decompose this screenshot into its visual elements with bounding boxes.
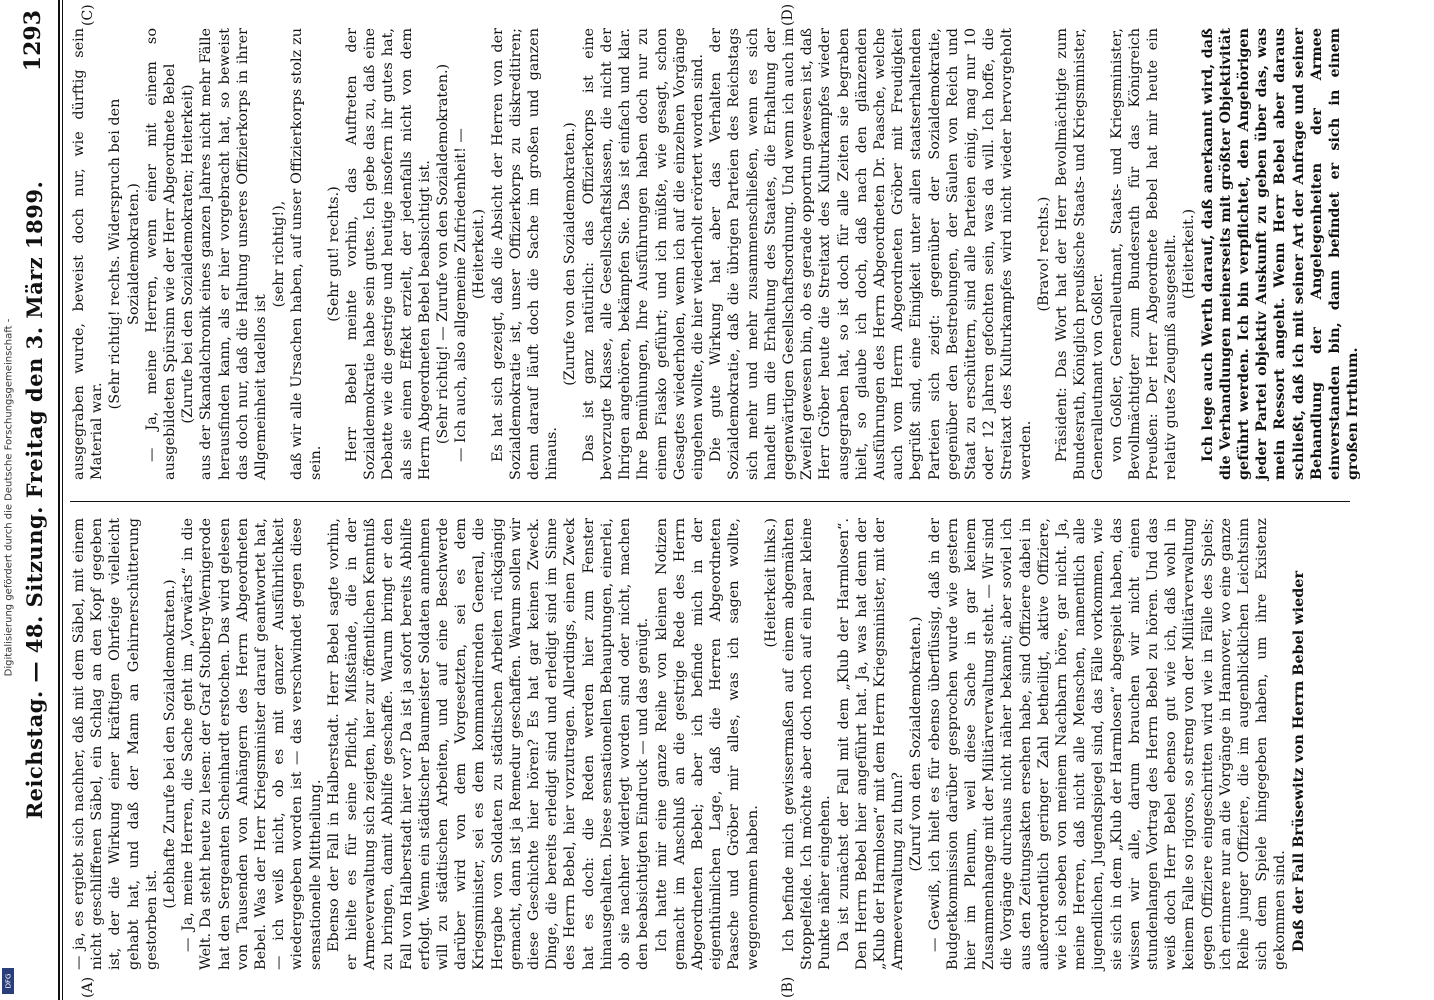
paragraph: Die gute Wirkung hat aber das Verhalten der Sozialdemokratie, daß die übrigen Parteien des Reichstags sich mehr und mehr zusammenschließen, wenn es sich handelt um die Erhaltung des Staates, die Erhaltung der gegenwärtigen Gesellschaftsordnung. Und wenn ich auch im Zweifel gewesen bin, ob es gerade opportun gewesen ist, daß Herr Gröber heute die Streitaxt des Kulturkampfes wieder ausgegraben hat, so ist doch für alle Zeiten sie begraben hielt, so glaube ich doch, daß nach den glänzenden Ausführungen des Herrn Abgeordneten Dr. Paasche, welche auch vom Herrn Abgeordneten Gröber mit Freudigkeit begrüßt sind, eine Einigkeit unter allen staatserhaltenden Parteien sich zeigt: gegenüber der Sozialdemokratie, gegenüber den Bestrebungen, der Säulen von Reich und Staat zu erschüttern, sind alle Parteien einig, mag nur 10 oder 12 Jahren gefochten sein, was da will. Ich hoffe, die Streitaxt des Kulturkampfes wird nicht wieder hervorgeholt werden.	[708, 28, 1034, 480]
margin-mark-a: (A)	[80, 976, 96, 998]
paragraph: — Ich auch, also allgemeine Zufriedenheit! —	[453, 128, 470, 462]
paragraph: Ich lege auch Werth darauf, daß anerkannt wird, daß die Verhandlungen meinerseits mit größter Objektivität geführt werden. Ich bin verpflichtet, den Angehörigen jeder Partei objektiv Auskunft zu geben über das, was mein Ressort angeht. Wenn Herr Bebel aber daraus schließt, daß ich mit seiner Art der Anfrage und seiner Behandlung der Angelegenheiten der Armee einverstanden bin, dann befindet er sich in einem großen Irrthum.	[1198, 28, 1362, 480]
paragraph: Das ist ganz natürlich: das Offizierkorps ist eine bevorzugte Klasse, alle Gesellschaftsklassen, die nicht der Ihrigen angehören, bekämpfen Sie. Das ist einfach und klar. Ihre Bemühungen, Ihre Ausführungen haben doch nur zu einem Fiasko geführt; und ich müßte, wie gesagt, schon Gesagtes wiederholen, wenn ich auf die einzelnen Vorgänge eingehen wollte, die hier wiederholt erörtert worden sind.	[580, 28, 706, 480]
paragraph: Herr Bebel meinte vorhin, das Auftreten der Sozialdemokratie habe sein gutes. Ich gebe das zu, daß eine Debatte wie die gestrige und heutige insofern ihr gutes hat, als sie einen Effekt erzielt, der jedenfalls nicht von dem Herrn Abgeordneten Bebel beabsichtigt ist.	[344, 28, 433, 480]
dfg-logo-text: DFG	[4, 973, 12, 989]
header-rule-thin	[62, 0, 63, 1000]
margin-mark-d: (D)	[780, 3, 796, 26]
paragraph: — Ja, meine Herren, wenn einer mit einem so ausgebildeten Spürsinn wie der Herr Abgeordnete Bebel	[143, 28, 179, 480]
interjection: (Lebhafte Zurufe bei den Sozialdemokraten.)	[162, 579, 179, 909]
paragraph: Es hat sich gezeigt, daß die Absicht der Herren von der Sozialdemokratie ist, unser Offizierkorps zu diskreditiren; denn darauf läuft doch die Sache im großen und ganzen hinaus.	[489, 28, 561, 480]
left-column	[70, 518, 1350, 970]
paragraph: aus der Skandalchronik eines ganzen Jahres nicht mehr Fälle herausfinden kann, als er hier vorgebracht hat, so beweist das doch nur, daß die Haltung unseres Offizierkorps in ihrer Allgemeinheit tadellos ist	[198, 28, 270, 480]
interjection: (Zurufe bei den Sozialdemokraten; Heiterkeit)	[180, 84, 197, 424]
paragraph: — ja, es ergiebt sich nachher, daß mit dem Säbel, mit einem nicht geschliffenen Säbel, ein Schlag an den Kopf gegeben ist, der die Wirkung einer kräftigen Ohrfeige vielleicht gehabt hat, und daß der Mann an Gehirnerschütterung gestorben ist.	[71, 518, 160, 970]
paragraph: Ebenso der Fall in Halberstadt. Herr Bebel sagte vorhin, er hielte es für seine Pflicht, Mißstände, die in der Armeeverwaltung sich zeigten, hier zur öffentlichen Kenntniß zu bringen, damit Abhilfe geschaffe. Warum bringt er den Fall von Halberstadt hier vor? Da ist ja sofort bereits Abhilfe erfolgt. Wenn ein städtischer Baumeister Soldaten annehmen will zu städtischen Arbeiten, und auf eine Beschwerde darüber wird von dem Vorgesetzten, sei es dem Kriegsminister, sei es dem kommandirenden General, die Hergabe von Soldaten zu städtischen Arbeiten rückgängig gemacht, dann ist ja Remedur geschaffen. Warum sollen wir diese Geschichte hier hören? Es hat gar keinen Zweck. Dinge, die bereits erledigt sind und erledigt sind im Sinne des Herrn Bebel, hier vorzutragen. Allerdings, einen Zweck hat es doch: die Reden werden hier zum Fenster hinausgehalten. Diese sensationellen Behauptungen, einerlei, ob sie nachher widerlegt worden sind oder nicht, machen den beabsichtigten Eindruck — und das genügt.	[325, 518, 652, 970]
page-number: 1293	[20, 10, 46, 72]
paragraph: Da ist zunächst der Fall mit dem „Klub der Harmlosen“. Den Herrn Bebel hier angeführt hat. Ja, was hat denn der „Klub der Harmlosen“ mit dem Herrn Kriegsminister, mit der Armeeverwaltung zu thun?	[835, 518, 907, 970]
interjection: (Heiterkeit.)	[471, 208, 488, 300]
right-column	[70, 28, 1362, 480]
paragraph: ausgegraben wurde, beweist doch nur, wie dürftig sein Material war.	[71, 28, 106, 480]
interjection: (Sehr richtig! rechts. Widerspruch bei den Sozialdemokraten.)	[107, 98, 142, 410]
paragraph: Ich befinde mich gewissermaßen auf einem abgemähten Stoppelfelde. Ich möchte aber doch noch auf ein paar kleine Punkte näher eingehen.	[780, 518, 834, 970]
paragraph: daß wir alle Ursachen haben, auf unser Offizierkorps stolz zu sein.	[289, 28, 324, 480]
dfg-logo	[2, 968, 14, 994]
interjection: (Bravo! rechts.)	[1035, 196, 1052, 312]
interjection: (Zuruf von den Sozialdemokraten.)	[908, 616, 925, 872]
interjection: (Zurufe von den Sozialdemokraten.)	[562, 122, 579, 386]
margin-mark-b: (B)	[780, 976, 796, 998]
paragraph: — Gewiß, ich hielt es für ebenso überflüssig, daß in der Budgetkommission darüber gesprochen wurde wie gestern hier im Plenum, weil diese Sache in gar keinem Zusammenhange mit der Militärverwaltung steht. — Wir sind die Vorgänge durchaus nicht näher bekannt; aber soviel ich aus den Zeitungsakten ersehen habe, sind Offiziere dabei in außerordentlich geringer Zahl betheiligt, aktive Offiziere, wie ich soeben von meinem Nachbarn höre, gar nicht. Ja, meine Herren, daß nicht alle Menschen, namentlich alle jugendlichen, Jugendspiegel sind, das Fälle vorkommen, wie sie sich in dem „Klub der Harmlosen“ abgespielt haben, das wissen wir alle, darum brauchen wir nicht einen stundenlangen Vortrag des Herrn Bebel zu hören. Und das weiß doch Herr Bebel ebenso gut wie ich, daß wohl in keinem Falle so rigoros, so streng von der Militärverwaltung gegen Offiziere eingeschritten wird wie in Fälle des Spiels; ich erinnere nur an die Vorgänge in Hannover, wo eine ganze Reihe junger Offiziere, die im augenblicklichen Leichtsinn sich dem Spiele hingegeben haben, um ihre Existenz gekommen sind.	[926, 518, 1289, 970]
column-divider	[70, 501, 1350, 502]
interjection: (Sehr gut! rechts.)	[325, 186, 342, 322]
paragraph: Daß der Fall Brüsewitz von Herrn Bebel wieder	[1289, 570, 1307, 952]
paragraph: Präsident: Das Wort hat der Herr Bevollmächtigte zum Bundesrath, Königlich preußische Staats- und Kriegsminister, Generalleutnant von Goßler.	[1053, 28, 1107, 480]
header-rule	[58, 0, 60, 1000]
interjection: (Sehr richtig! — Zurufe von den Sozialdemokraten.)	[435, 63, 452, 445]
funding-note: Digitalisierung gefördert durch die Deutsche Forschungsgemeinschaft -	[3, 318, 15, 677]
interjection: (sehr richtig!),	[271, 200, 288, 308]
interjection: (Heiterkeit links.)	[762, 518, 779, 648]
funding-strip	[0, 0, 16, 1000]
margin-mark-c: (C)	[80, 4, 96, 26]
interjection: (Heiterkeit.)	[1181, 208, 1198, 300]
paragraph: von Goßler, Generalleutnant, Staats- und Kriegsminister, Bevollmächtigter zum Bundesrath für das Königreich Preußen: Der Herr Abgeordnete Bebel hat mir heute ein relativ gutes Zeugniß ausgestellt.	[1108, 28, 1180, 480]
page-title: Reichstag. — 48. Sitzung. Freitag den 3. März 1899.	[22, 180, 47, 820]
paragraph: Ich hatte mir eine ganze Reihe von kleinen Notizen gemacht im Anschluß an die gestrige Rede des Herrn Abgeordneten Bebel; aber ich befinde mich in der eigenthümlichen Lage, daß die Herren Abgeordneten Paasche und Gröber mir alles, was ich sagen wollte, weggenommen haben.	[653, 518, 761, 970]
paragraph: — Ja, meine Herren, die Sache geht im „Vorwärts“ in die Welt. Da steht heute zu lesen: der Graf Stolberg-Wernigerode hat den Sergeanten Scheinhardt erstochen. Das wird gelesen von Tausenden von Anhängern des Herrn Abgeordneten Bebel. Was der Herr Kriegsminister darauf geantwortet hat, — ich weiß nicht, ob es mit ganzer Ausführlichkeit wiedergegeben worden ist — das verschwindet gegen diese sensationelle Mittheilung.	[180, 518, 324, 970]
